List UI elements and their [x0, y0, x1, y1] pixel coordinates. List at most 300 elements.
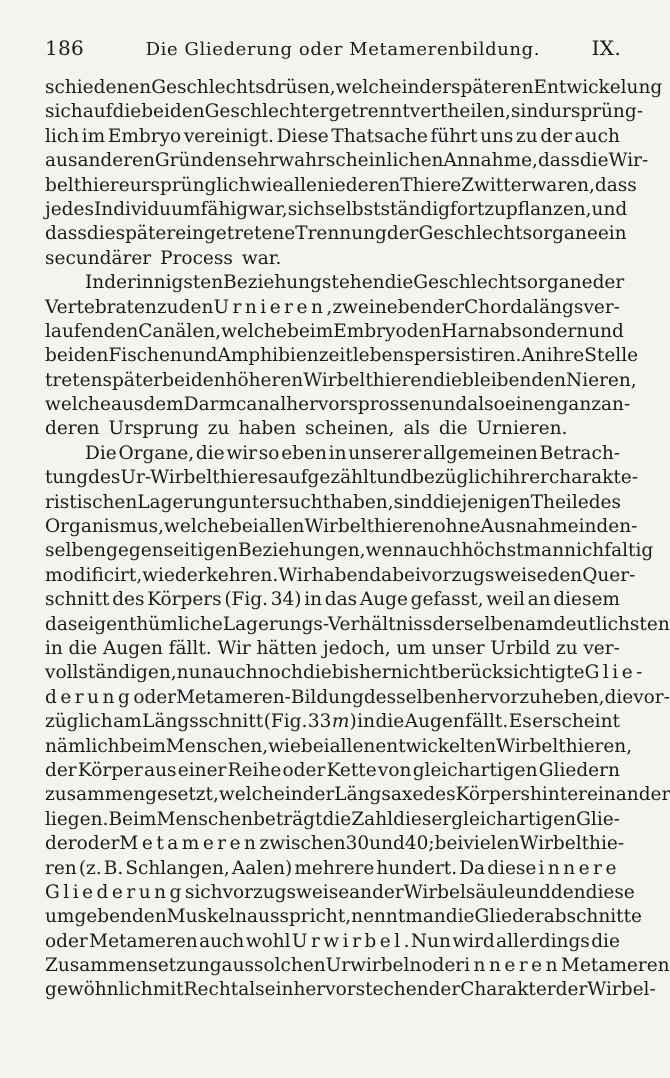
text-line — [45, 417, 620, 441]
word: der — [104, 272, 136, 294]
text-line — [45, 344, 639, 368]
word: Kette — [326, 759, 377, 781]
word: diesem — [553, 589, 620, 611]
word: schnitt — [45, 589, 110, 611]
word: inneren — [464, 955, 562, 977]
word: höchst — [461, 540, 524, 562]
text-line — [45, 564, 636, 588]
word: der — [432, 296, 465, 318]
word: bisher — [331, 662, 391, 684]
word: oder — [133, 686, 177, 708]
word: aufgezählt — [277, 467, 377, 489]
text-line — [45, 710, 620, 734]
word: Menschen — [156, 808, 253, 830]
word: niederen — [316, 174, 401, 196]
word: 40; — [404, 833, 435, 855]
word: Fischen — [108, 345, 182, 367]
running-title: Die Gliederung oder Metamerenbildung. — [145, 39, 541, 60]
text-line — [45, 857, 620, 881]
word: Wirbelsäule — [403, 881, 516, 903]
word: Stelle — [584, 345, 639, 367]
word: vertheilen, — [409, 101, 511, 123]
word: Vertebraten — [45, 296, 157, 318]
text-line — [45, 125, 620, 149]
word: haben, — [330, 491, 394, 513]
word: hundert. — [376, 857, 458, 879]
word: im — [81, 125, 106, 147]
word: fällt. — [465, 711, 509, 733]
paragraph — [45, 271, 639, 442]
word: jedes — [45, 198, 94, 220]
word: beim — [119, 735, 166, 757]
word: Betrach- — [539, 442, 620, 464]
word: (z. — [78, 857, 102, 879]
word: unserer — [348, 442, 422, 464]
word: der — [592, 272, 625, 294]
word: Körpers — [455, 784, 531, 806]
word: in — [45, 637, 63, 659]
text-line — [45, 588, 620, 612]
word: Lagerungs-Verhältniss — [222, 613, 433, 635]
word: und — [431, 394, 468, 416]
word: Diese — [276, 125, 329, 147]
word: Gründen — [154, 150, 238, 172]
text-line — [45, 735, 633, 759]
word: Zusammensetzung — [45, 955, 222, 977]
word: längs — [533, 296, 584, 318]
word: beiden — [141, 101, 205, 123]
word: Körpers — [147, 589, 222, 611]
text-line — [45, 198, 628, 222]
word: auch — [416, 540, 462, 562]
word: Process — [160, 247, 233, 269]
word: aus — [45, 150, 78, 172]
word: erscheint — [532, 711, 620, 733]
text-line — [45, 905, 643, 929]
word: deutlichsten — [553, 613, 670, 635]
word: des — [112, 589, 145, 611]
word: aus — [221, 955, 254, 977]
word: an- — [601, 394, 631, 416]
word: sich — [45, 101, 83, 123]
word: Embryo — [107, 125, 182, 147]
word: derung — [45, 686, 134, 708]
word: vielen — [463, 833, 520, 855]
word: charakte- — [548, 467, 638, 489]
word: an — [349, 881, 373, 903]
word: züglich — [45, 711, 113, 733]
word: solchen — [254, 955, 326, 977]
word: dass — [45, 223, 87, 245]
word: sich — [287, 198, 326, 220]
word: zeitlebens — [318, 345, 414, 367]
word: dem — [143, 394, 184, 416]
word: hervorsprossen — [286, 394, 432, 416]
text-line — [45, 149, 649, 173]
word: absondern — [489, 320, 589, 342]
word: die — [604, 686, 634, 708]
word: haben — [311, 564, 370, 586]
text-line — [45, 661, 646, 685]
word: Gliederung — [45, 881, 185, 903]
word: als — [403, 418, 430, 440]
word: Thatsache — [331, 125, 428, 147]
word: persistiren. — [413, 345, 522, 367]
word: vorzugsweise — [420, 564, 548, 586]
word: desselben — [363, 686, 458, 708]
word: diese — [585, 881, 635, 903]
word: und — [376, 467, 413, 489]
text-line — [45, 320, 624, 344]
word: wie — [268, 735, 301, 757]
word: ganz — [556, 394, 602, 416]
word: mannichfaltig — [523, 540, 654, 562]
word: Aalen) — [231, 857, 293, 879]
word: um — [396, 637, 426, 659]
word: alle — [283, 174, 317, 196]
word: Es — [508, 711, 532, 733]
word: ein — [264, 979, 294, 1001]
word: des — [88, 467, 121, 489]
word: 34) — [270, 589, 302, 611]
word: zwischen — [259, 833, 346, 855]
word: In — [85, 272, 105, 294]
word: aus — [110, 394, 144, 416]
word: fähig — [200, 198, 249, 220]
word: so — [258, 442, 280, 464]
word: hervorstechender — [293, 979, 461, 1001]
word: welche — [45, 394, 111, 416]
word: Ursprung — [108, 418, 199, 440]
word: mit — [152, 979, 184, 1001]
word: wir — [226, 442, 258, 464]
word: untersucht — [227, 491, 331, 513]
word: und — [369, 833, 405, 855]
word: m) — [331, 711, 357, 733]
word: Darmcanal — [183, 394, 287, 416]
word: Canälen, — [138, 320, 222, 342]
word: und — [591, 198, 628, 220]
word: die — [86, 223, 116, 245]
text-line — [45, 613, 670, 637]
word: ristischen — [45, 491, 138, 513]
word: scheinen, — [305, 418, 395, 440]
word: Entwickelung — [533, 77, 663, 98]
word: Beim — [108, 808, 157, 830]
word: Recht — [183, 979, 239, 1001]
word: wenn — [365, 540, 417, 562]
word: nämlich — [45, 735, 120, 757]
word: des — [423, 784, 456, 806]
text-line — [45, 271, 625, 295]
word: deren — [45, 418, 100, 440]
word: (Fig. — [224, 589, 269, 611]
word: Glie- — [584, 662, 646, 684]
text-line — [45, 637, 620, 661]
word: innere — [538, 857, 620, 879]
word: dieser — [393, 808, 452, 830]
word: Metameren — [561, 955, 670, 977]
word: in — [401, 77, 420, 98]
text-line — [45, 515, 638, 539]
word: tung — [45, 467, 89, 489]
word: Embryo — [333, 320, 407, 342]
word: der — [45, 833, 77, 855]
text-line — [45, 881, 635, 905]
word: das — [45, 613, 78, 635]
word: bei — [162, 369, 191, 391]
chapter-number: IX. — [591, 36, 621, 60]
word: gefasst, — [410, 589, 484, 611]
word: beim — [287, 320, 334, 342]
word: Beziehung — [223, 272, 322, 294]
word: Auge — [359, 589, 408, 611]
word: Chorda — [464, 296, 534, 318]
text-line — [45, 783, 670, 807]
word: an — [527, 589, 551, 611]
word: Individuum — [93, 198, 201, 220]
word: treten — [45, 369, 103, 391]
word: den- — [596, 516, 638, 538]
word: schiedenen — [45, 77, 152, 98]
text-line — [45, 369, 637, 393]
word: wohl — [245, 930, 291, 952]
word: den — [73, 345, 109, 367]
word: die — [68, 637, 98, 659]
word: mehrere — [294, 857, 375, 879]
word: die — [438, 418, 468, 440]
word: belthiere — [45, 174, 130, 196]
word: Annahme, — [443, 150, 538, 172]
word: Augen — [102, 637, 163, 659]
text-line — [45, 393, 631, 417]
word: zu — [156, 296, 179, 318]
word: Die — [85, 442, 117, 464]
word: haben — [238, 418, 297, 440]
word: Ur-Wirbelthieres — [120, 467, 278, 489]
word: ver- — [583, 296, 620, 318]
word: als — [238, 979, 265, 1001]
word: oder — [45, 930, 88, 952]
word: laufenden — [45, 320, 139, 342]
word: dass — [537, 150, 580, 172]
text-line — [45, 930, 620, 954]
text-line — [45, 808, 620, 832]
word: des — [588, 491, 621, 513]
word: ausspricht, — [247, 906, 352, 928]
word: zwei — [332, 296, 375, 318]
word: zu — [207, 418, 230, 440]
word: (Fig. — [263, 711, 308, 733]
text-line — [45, 759, 620, 783]
text-line — [45, 832, 625, 856]
word: auf — [82, 101, 113, 123]
word: man — [405, 906, 446, 928]
word: welche — [164, 516, 230, 538]
word: den — [550, 881, 586, 903]
text-line — [45, 539, 654, 563]
word: diese — [487, 857, 537, 879]
word: vorzugsweise — [222, 881, 350, 903]
word: umgebenden — [45, 906, 167, 928]
paragraph — [45, 76, 663, 271]
word: Geschlechtsorgane — [418, 223, 598, 245]
text-line — [45, 466, 638, 490]
word: B. — [103, 857, 124, 879]
word: hervorzuheben, — [457, 686, 605, 708]
word: Beziehungen, — [238, 540, 366, 562]
word: war. — [241, 247, 282, 269]
word: also — [467, 394, 505, 416]
word: Wirbelthieren — [304, 516, 435, 538]
word: gleichartigen — [412, 759, 538, 781]
word: auch — [199, 930, 245, 952]
word: am — [525, 613, 554, 635]
word: bei — [434, 833, 464, 855]
word: die — [579, 150, 609, 172]
word: ursprünglich — [129, 174, 251, 196]
word: ren — [45, 857, 77, 879]
word: Quer- — [582, 564, 636, 586]
word: der — [302, 784, 335, 806]
word: stehen — [321, 272, 385, 294]
word: Ausnahme — [480, 516, 579, 538]
word: später — [102, 369, 163, 391]
word: später — [115, 223, 176, 245]
word: die — [384, 272, 414, 294]
text-line — [45, 174, 637, 198]
word: aus — [144, 759, 177, 781]
word: Organe, — [118, 442, 195, 464]
word: entwickelten — [375, 735, 497, 757]
word: die — [591, 930, 620, 952]
word: Amphibien — [217, 345, 319, 367]
word: und — [515, 881, 551, 903]
text-line — [45, 222, 627, 246]
word: jedoch, — [322, 637, 391, 659]
text-line — [45, 442, 620, 466]
word: Reihe — [227, 759, 282, 781]
word: der — [372, 881, 404, 903]
text-line — [45, 247, 620, 271]
word: An — [521, 345, 547, 367]
word: wahrscheinlichen — [278, 150, 444, 172]
text-line — [45, 978, 656, 1002]
word: Wirbelthieren — [303, 369, 434, 391]
word: sehr — [237, 150, 279, 172]
word: Zahl — [351, 808, 394, 830]
word: auch — [212, 662, 258, 684]
word: späteren — [451, 77, 534, 98]
word: 30 — [345, 833, 370, 855]
word: Da — [459, 857, 486, 879]
word: Augen — [404, 711, 465, 733]
word: Schlangen, — [125, 857, 230, 879]
word: sind — [393, 491, 433, 513]
word: anderen — [77, 150, 155, 172]
word: derselben — [432, 613, 526, 635]
word: noch — [257, 662, 303, 684]
word: der — [386, 223, 419, 245]
word: selben — [45, 540, 107, 562]
word: Längsaxe — [334, 784, 424, 806]
text-line — [45, 296, 620, 320]
word: Wir- — [608, 150, 649, 172]
word: gleichartigen — [451, 808, 577, 830]
word: ursprüng- — [550, 101, 643, 123]
word: vor- — [633, 686, 670, 708]
text-line — [45, 954, 670, 978]
word: eingetretene — [175, 223, 296, 245]
word: gegenseitigen — [106, 540, 238, 562]
word: Wirbel- — [587, 979, 656, 1001]
text-line — [45, 76, 663, 100]
word: am — [113, 711, 142, 733]
word: wird — [452, 930, 495, 952]
word: fällt. — [168, 637, 212, 659]
word: bezüglich — [412, 467, 503, 489]
word: Charakter — [460, 979, 556, 1001]
word: Wirbelthieren, — [496, 735, 633, 757]
word: Urwirbel. — [291, 930, 410, 952]
word: ver- — [583, 637, 620, 659]
text-line — [45, 100, 643, 124]
word: nun — [176, 662, 213, 684]
word: liegen. — [45, 808, 109, 830]
word: den — [178, 296, 214, 318]
word: sich — [184, 881, 223, 903]
body-text — [45, 76, 670, 1003]
word: bei — [300, 735, 330, 757]
word: Wirbelthie- — [519, 833, 625, 855]
word: Wir — [278, 564, 312, 586]
word: die — [302, 662, 332, 684]
word: Urwirbeln — [325, 955, 422, 977]
word: Muskeln — [166, 906, 248, 928]
word: oder — [76, 833, 120, 855]
text-line — [45, 686, 670, 710]
word: welche — [221, 320, 288, 342]
word: hintereinander — [530, 784, 670, 806]
word: allgemeinen — [422, 442, 538, 464]
word: 33 — [307, 711, 332, 733]
word: Harn — [441, 320, 490, 342]
word: in — [578, 516, 597, 538]
word: Metameren-Bildung — [176, 686, 364, 708]
word: Metameren — [119, 833, 260, 855]
word: beträgt — [253, 808, 323, 830]
word: ein — [597, 223, 627, 245]
word: eigenthümliche — [77, 613, 223, 635]
word: Nieren, — [566, 369, 637, 391]
word: dabei — [369, 564, 421, 586]
word: in — [284, 784, 303, 806]
word: den — [406, 320, 442, 342]
word: getrennt — [328, 101, 410, 123]
word: einer — [177, 759, 227, 781]
paragraph — [45, 442, 670, 1003]
word: das — [324, 589, 358, 611]
word: die — [433, 369, 462, 391]
word: in — [328, 442, 347, 464]
word: dass — [594, 174, 637, 196]
word: Geschlechtsdrüsen, — [151, 77, 336, 98]
word: secundärer — [45, 247, 152, 269]
word: berücksichtigte — [438, 662, 585, 684]
word: in — [304, 589, 323, 611]
page-number: 186 — [45, 36, 85, 60]
word: selbstständig — [325, 198, 450, 220]
